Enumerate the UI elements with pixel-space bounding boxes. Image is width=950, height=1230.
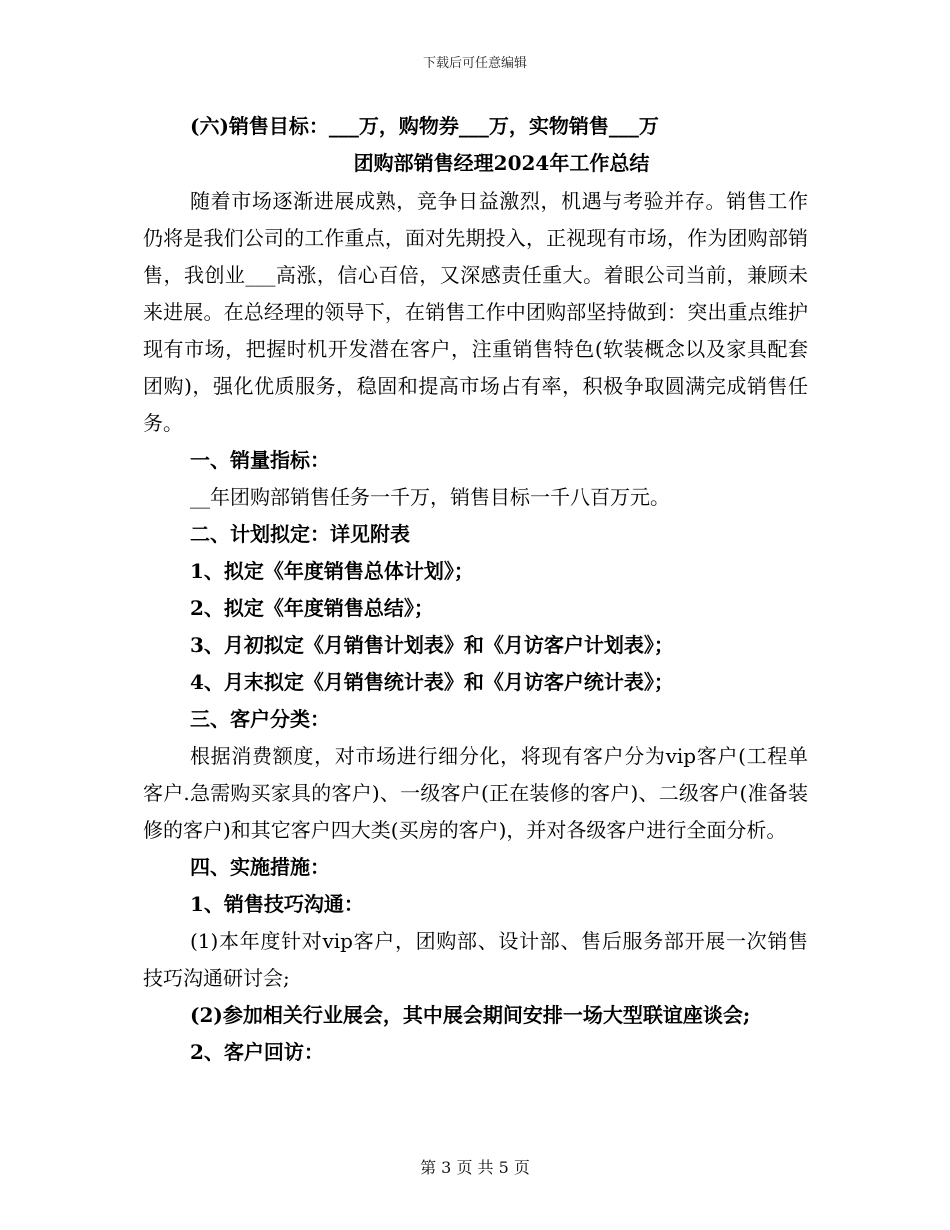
section3-heading: 三、客户分类： [190, 707, 330, 731]
section1-heading: 一、销量指标： [190, 448, 330, 472]
measure1-item1: (1)本年度针对vip客户，团购部、设计部、售后服务部开展一次销售技巧沟通研讨会; [143, 929, 808, 990]
measure1-heading: 1、销售技巧沟通： [190, 892, 364, 916]
page-header-note: 下载后可任意编辑 [422, 56, 527, 71]
section3-text: 根据消费额度，对市场进行细分化，将现有客户分为vip客户(工程单客户.急需购买家具的客户)、一级客户(正在装修的客户)、二级客户(准备装修的客户)和其它客户四大类(买房的客户)，并对各级客户进行全面分析。 [143, 744, 808, 842]
plan-item-3: 3、月初拟定《月销售计划表》和《月访客户计划表》； [190, 633, 674, 657]
document-title: 团购部销售经理2024年工作总结 [353, 151, 650, 175]
intro-paragraph: 随着市场逐渐进展成熟，竞争日益激烈，机遇与考验并存。销售工作仍将是我们公司的工作重点，面对先期投入，正视现有市场，作为团购部销售，我创业___高涨，信心百倍，又深感责任重大。着眼公司当前，兼顾未来进展。在总经理的领导下，在销售工作中团购部坚持做到：突出重点维护现有市场，把握时机开发潜在客户，注重销售特色(软装概念以及家具配套团购)，强化优质服务，稳固和提高市场占有率，积极争取圆满完成销售任务。 [143, 189, 808, 435]
page-footer-note: 第 3 页 共 5 页 [420, 1158, 530, 1177]
plan-item-1: 1、拟定《年度销售总体计划》； [190, 559, 474, 583]
plan-item-2: 2、拟定《年度销售总结》； [190, 596, 434, 620]
section2-heading: 二、计划拟定：详见附表 [190, 522, 410, 546]
sales-targets-line: (六)销售目标：___万，购物券___万，实物销售___万 [190, 114, 659, 138]
section1-text: __年团购部销售任务一千万，销售目标一千八百万元。 [190, 485, 670, 509]
section4-heading: 四、实施措施： [190, 855, 330, 879]
measure2-heading: 2、客户回访： [190, 1040, 324, 1064]
document-body [143, 108, 808, 1071]
plan-item-4: 4、月末拟定《月销售统计表》和《月访客户统计表》； [190, 670, 674, 694]
measure1-item2: (2)参加相关行业展会，其中展会期间安排一场大型联谊座谈会; [190, 1003, 751, 1027]
